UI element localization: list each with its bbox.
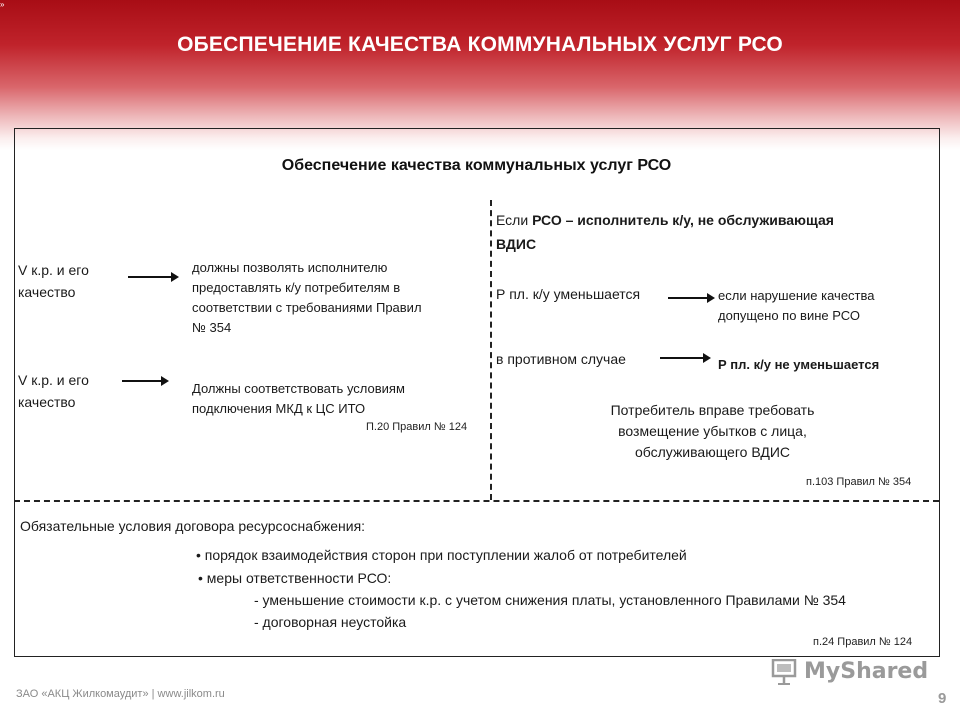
row2-arrow-icon	[122, 380, 162, 382]
row2-subject-line2: качество	[18, 394, 76, 410]
right-reference: п.103 Правил № 354	[806, 476, 912, 488]
consumer-line3: обслуживающего ВДИС	[634, 444, 791, 460]
row1-subject	[18, 259, 89, 303]
case1-right	[718, 286, 875, 326]
row2-subject-line1: V к.р. и его	[18, 372, 89, 388]
myshared-logo	[768, 657, 928, 691]
consumer-text	[560, 400, 865, 463]
case1-arrow-icon	[668, 297, 708, 299]
row1-subject-line2: качество	[18, 284, 76, 300]
row2-text-line1: Должны соответствовать условиям	[192, 381, 405, 396]
case1-right-line2: допущено по вине РСО	[718, 308, 860, 323]
row1-arrow-icon	[128, 276, 172, 278]
row1-text-line2: предоставлять к/у потребителям в	[192, 280, 401, 295]
row2-reference: П.20 Правил № 124	[366, 421, 468, 433]
right-heading-prefix: Если	[496, 212, 533, 228]
box-title: Обеспечение качества коммунальных услуг РСО	[281, 157, 672, 174]
horizontal-divider	[14, 500, 939, 502]
row1-subject-line1: V к.р. и его	[18, 262, 89, 278]
consumer-line1: Потребитель вправе требовать	[610, 402, 815, 418]
case1-right-line1: если нарушение качества	[718, 288, 875, 303]
bullet-complaints: • порядок взаимодействия сторон при поступлении жалоб от потребителей	[196, 547, 687, 563]
row2-text	[192, 379, 405, 419]
presentation-icon	[770, 659, 798, 685]
logo-text: MyShared	[804, 659, 929, 684]
sub-penalty: - договорная неустойка	[254, 614, 407, 630]
right-heading-bold2: ВДИС	[496, 236, 537, 252]
right-heading-bold: РСО – исполнитель к/у, не обслуживающая	[532, 212, 834, 228]
case2-right: Р пл. к/у не уменьшается	[718, 357, 880, 372]
row2-subject	[18, 369, 89, 413]
bullet-liability: • меры ответственности РСО:	[198, 570, 392, 586]
arrow-icon: »	[0, 0, 5, 9]
bottom-heading: Обязательные условия договора ресурсоснабжения:	[20, 518, 366, 534]
case2-left: в противном случае	[496, 351, 626, 367]
page-number: 9	[938, 690, 947, 707]
right-heading	[496, 208, 834, 256]
row1-text	[192, 258, 422, 338]
footer-company: ЗАО «АКЦ Жилкомаудит» | www.jilkom.ru	[16, 688, 225, 700]
consumer-line2: возмещение убытков с лица,	[618, 423, 807, 439]
sub-cost-reduction: - уменьшение стоимости к.р. с учетом снижения платы, установленного Правилами № 354	[254, 592, 846, 608]
case1-left: Р пл. к/у уменьшается	[496, 286, 641, 302]
row1-text-line4: № 354	[192, 320, 232, 335]
vertical-divider	[490, 200, 492, 500]
row1-text-line3: соответствии с требованиями Правил	[192, 300, 422, 315]
bottom-reference: п.24 Правил № 124	[813, 636, 913, 648]
slide-title: ОБЕСПЕЧЕНИЕ КАЧЕСТВА КОММУНАЛЬНЫХ УСЛУГ РСО	[177, 33, 783, 56]
case2-arrow-icon	[660, 357, 704, 359]
row1-text-line1: должны позволять исполнителю	[192, 260, 388, 275]
row2-text-line2: подключения МКД к ЦС ИТО	[192, 401, 366, 416]
